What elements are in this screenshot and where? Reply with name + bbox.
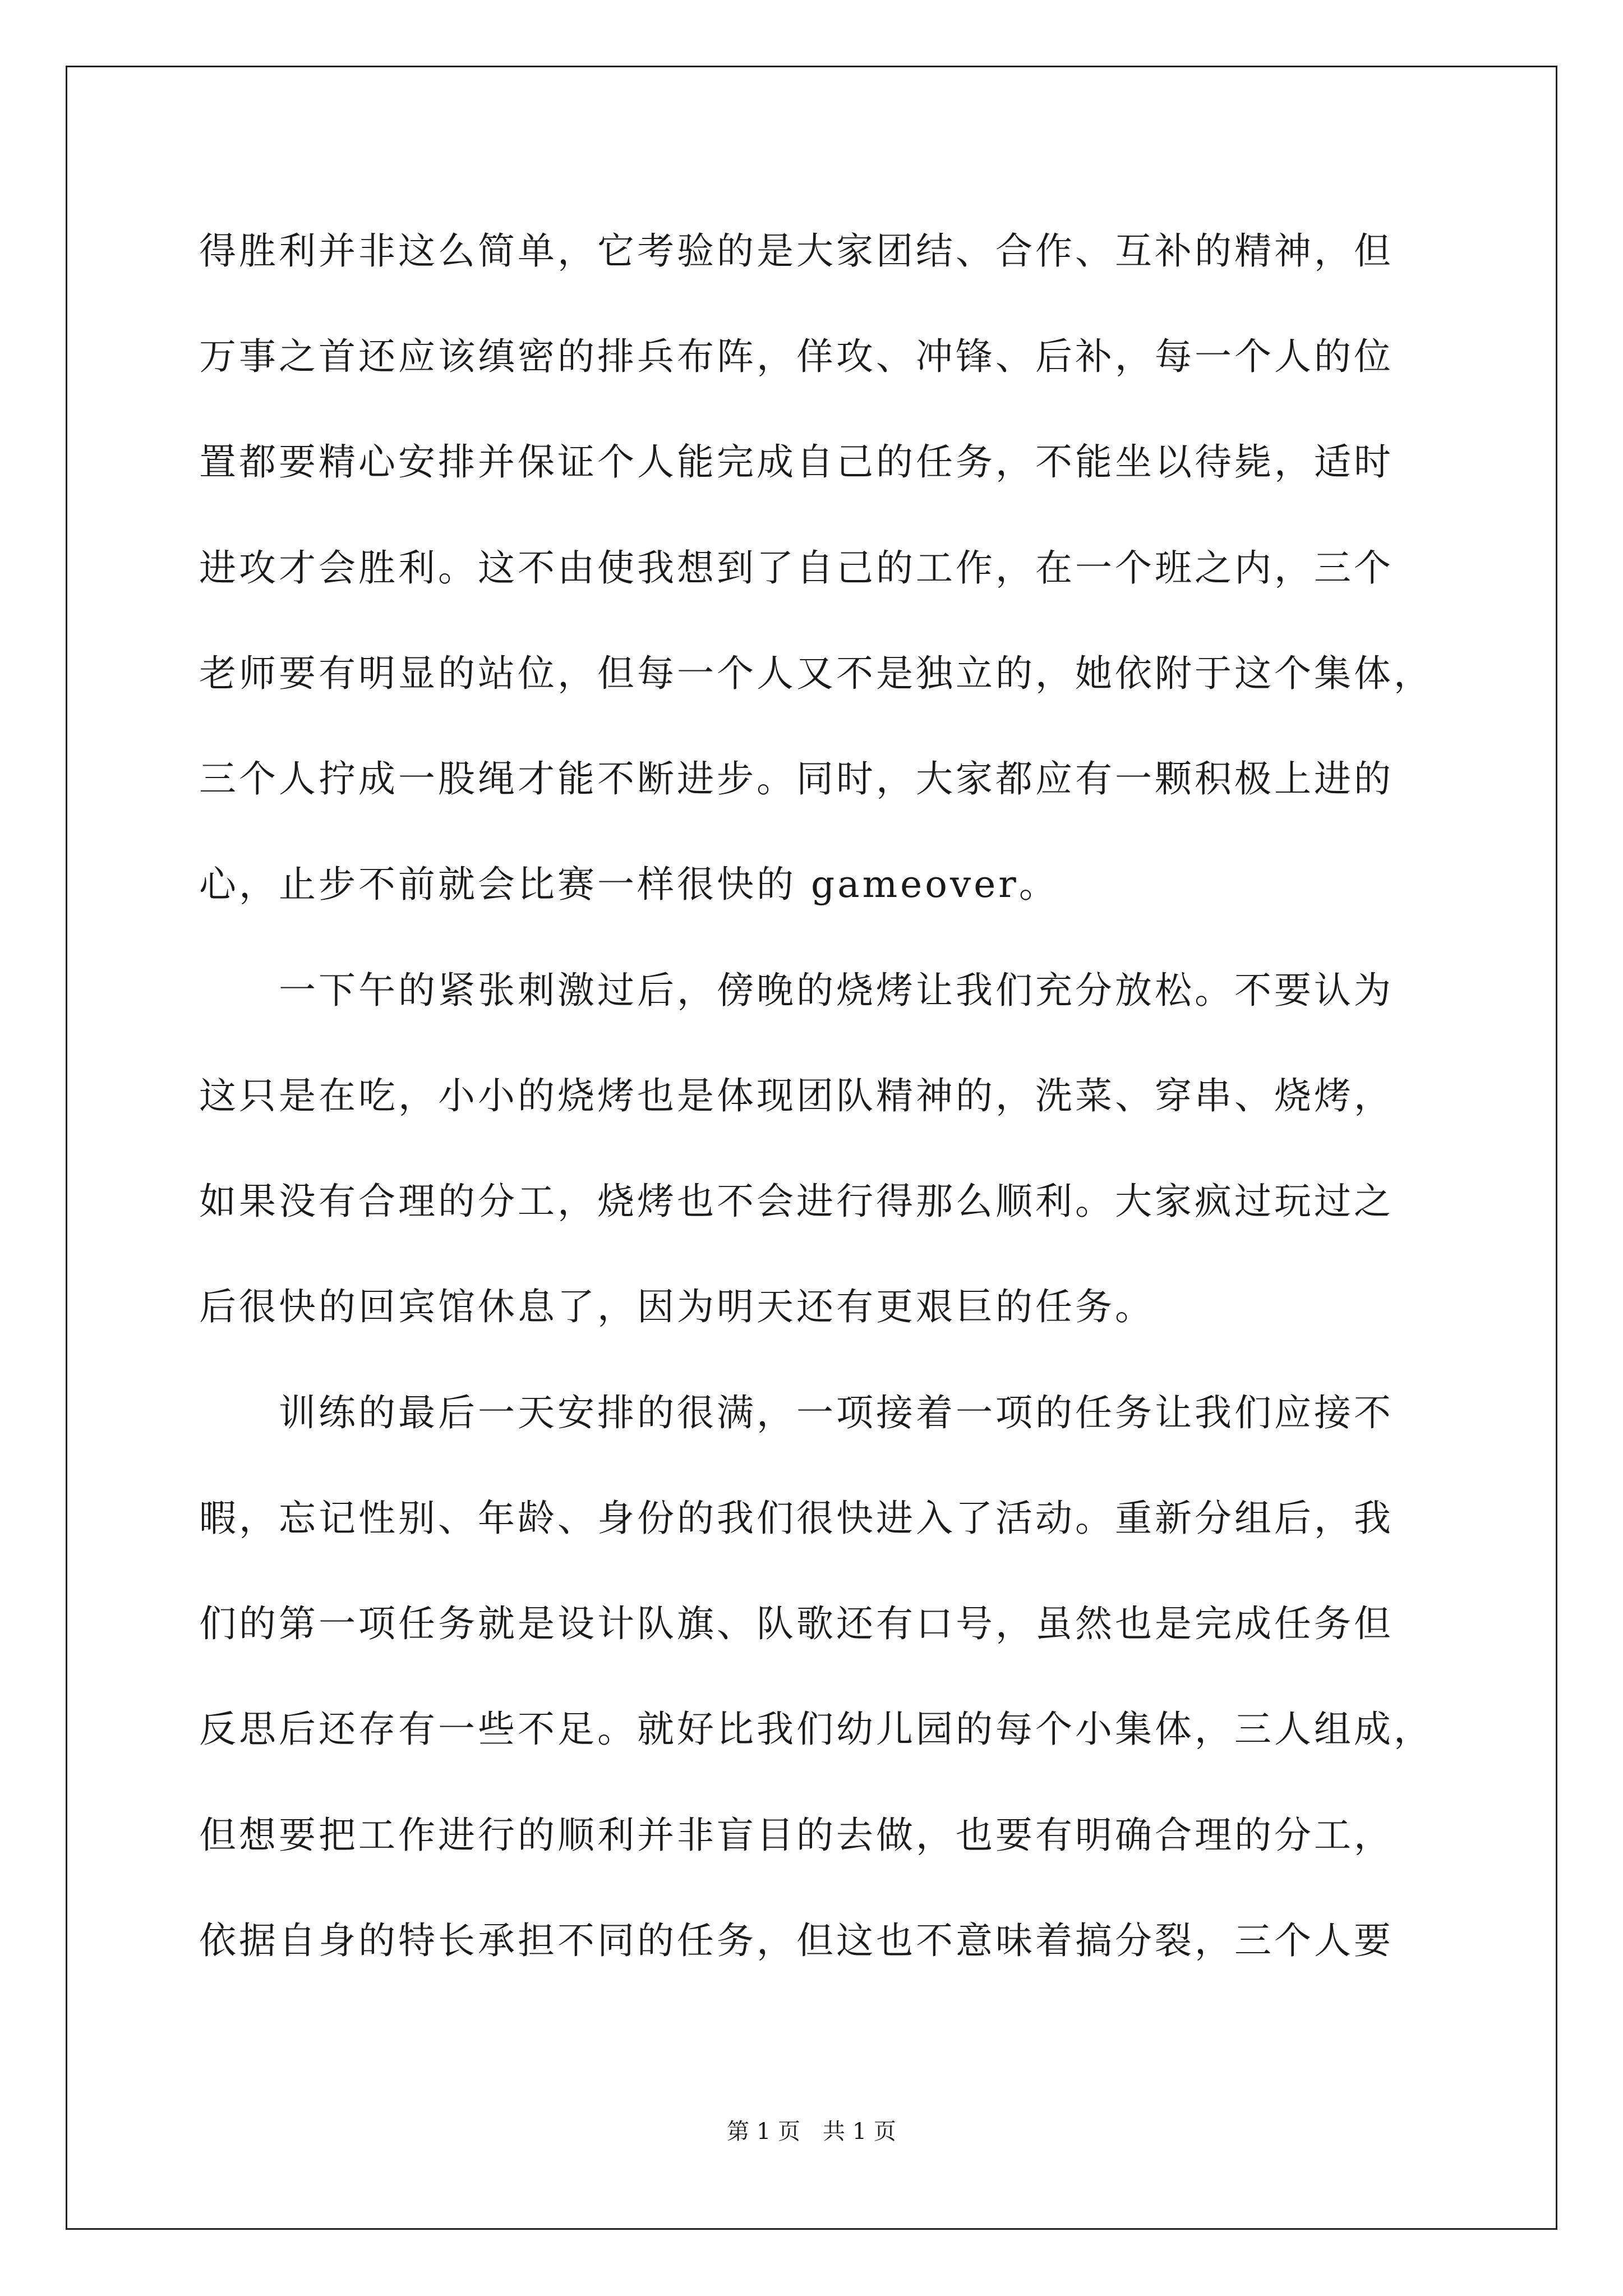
text-line: 老师要有明显的站位，但每一个人又不是独立的，她依附于这个集体，: [199, 652, 1433, 695]
page-border: [66, 66, 1557, 2230]
text-line: 心，止步不前就会比赛一样很快的 gameover。: [199, 863, 1059, 906]
text-line: 置都要精心安排并保证个人能完成自己的任务，不能坐以待毙，适时: [199, 440, 1394, 484]
text-line: 万事之首还应该缜密的排兵布阵，佯攻、冲锋、后补，每一个人的位: [199, 335, 1394, 378]
text-line: 依据自身的特长承担不同的任务，但这也不意味着搞分裂，三个人要: [199, 1919, 1394, 1962]
text-line: 如果没有合理的分工，烧烤也不会进行得那么顺利。大家疯过玩过之: [199, 1180, 1394, 1223]
text-line: 这只是在吃，小小的烧烤也是体现团队精神的，洗菜、穿串、烧烤，: [199, 1074, 1394, 1117]
text-line: 一下午的紧张刺激过后，傍晚的烧烤让我们充分放松。不要认为: [199, 969, 1394, 1012]
page-number-footer: 第 1 页 共 1 页: [727, 2119, 896, 2145]
text-line: 训练的最后一天安排的很满，一项接着一项的任务让我们应接不: [199, 1391, 1394, 1434]
text-line: 们的第一项任务就是设计队旗、队歌还有口号，虽然也是完成任务但: [199, 1602, 1394, 1645]
text-line: 得胜利并非这么简单，它考验的是大家团结、合作、互补的精神，但: [199, 229, 1394, 273]
text-line: 但想要把工作进行的顺利并非盲目的去做，也要有明确合理的分工，: [199, 1814, 1394, 1857]
text-line: 暇，忘记性别、年龄、身份的我们很快进入了活动。重新分组后，我: [199, 1497, 1394, 1540]
text-line: 三个人拧成一股绳才能不断进步。同时，大家都应有一颗积极上进的: [199, 757, 1394, 800]
text-line: 进攻才会胜利。这不由使我想到了自己的工作，在一个班之内，三个: [199, 546, 1394, 590]
text-line: 后很快的回宾馆休息了，因为明天还有更艰巨的任务。: [199, 1285, 1155, 1328]
text-line: 反思后还存有一些不足。就好比我们幼儿园的每个小集体，三人组成，: [199, 1708, 1433, 1751]
